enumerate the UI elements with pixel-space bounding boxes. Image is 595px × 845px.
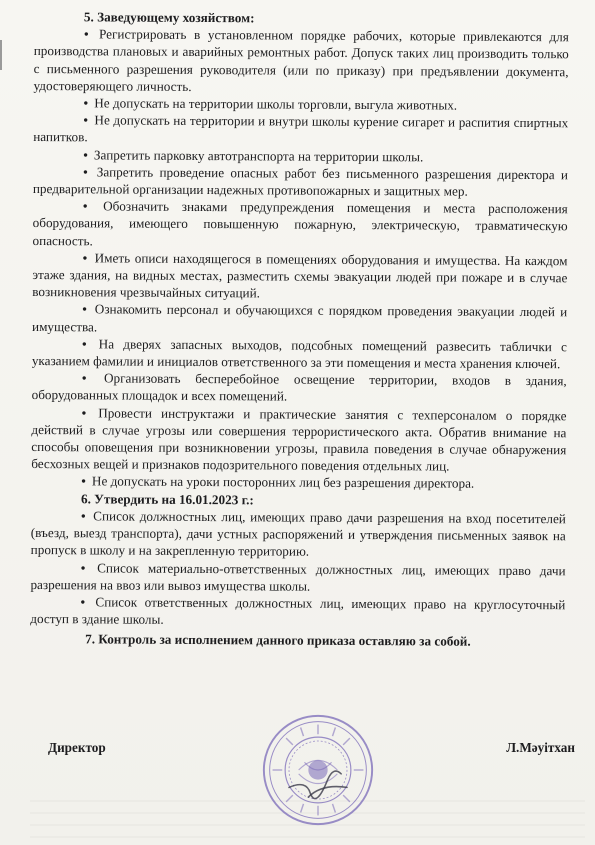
list-item: ● Не допускать на территории и внутри школы курение сигарет и распития спиртных напитков. (33, 111, 568, 149)
list-item: ● Организовать бесперебойное освещение территории, входов в здания, оборудованных площадок и всех помещений. (32, 369, 567, 407)
list-item: ● Список должностных лиц, имеющих право дачи разрешения на вход посетителей (въезд, выезд транспорта), дачи устных распоряжений и утверждения письменных заявок на пропуск в школу и на закрепленную территорию. (31, 507, 566, 562)
signature-role: Директор (48, 740, 106, 755)
signature-name: Л.Мәуітхан (506, 740, 575, 755)
document-body (30, 8, 569, 651)
page-edge-mark (0, 40, 2, 70)
section-7-text: 7. Контроль за исполнением данного приказа оставляю за собой. (85, 631, 471, 649)
list-item: ● Список ответственных должностных лиц, имеющих право на круглосуточный доступ в здание школы. (30, 593, 565, 631)
list-item: ● Список материально-ответственных должностных лиц, имеющих право дачи разрешения на ввоз или вывоз имущества школы. (30, 558, 565, 596)
official-seal-stamp (260, 712, 376, 828)
list-item: ● Не допускать на территории школы торговли, выгула животных. (33, 94, 568, 114)
section-6-title: 6. Утвердить на 16.01.2023 г.: (80, 490, 254, 508)
section-5-title: 5. Заведующему хозяйством: (83, 9, 255, 26)
list-item: ● Запретить проведение опасных работ без письменного разрешения директора и предварительной организации надежных противопожарных и защитных мер. (33, 163, 568, 201)
list-item: ● На дверях запасных выходов, подсобных помещений развесить таблички с указанием фамилии и инициалов ответственного за эти помещения и места хранения ключей. (32, 335, 567, 373)
list-item: ● Ознакомить персонал и обучающихся с порядком проведения эвакуации людей и имущества. (32, 300, 567, 338)
list-item: ● Провести инструктажи и практические занятия с техперсоналом о порядке действий в случае угрозы или совершения террористического акта. Обратив внимание на способы оповещения при возникновении угрозы, правила поведения в случае обнаружения бесхозных вещей и признаков подозрительного поведения отдельных лиц. (31, 404, 566, 476)
list-item: ● Обозначить знаками предупреждения помещения и места расположения оборудования, имеющего повышенную пожарную, электрическую, травматическую опасность. (33, 197, 568, 252)
list-item: ● Не допускать на уроки посторонних лиц без разрешения директора. (31, 472, 566, 492)
list-item: ● Запретить парковку автотранспорта на территории школы. (33, 146, 568, 166)
list-item: ● Регистрировать в установленном порядке рабочих, которые привлекаются для производства плановых и аварийных ремонтных работ. Допуск таких лиц производить только с письменного разрешения руководителя (или по приказу) при предъявлении документа, удостоверяющего личность. (33, 25, 568, 97)
list-item: ● Иметь описи находящегося в помещениях оборудования и имущества. На каждом этаже здания, на видных местах, разместить схемы эвакуации людей при пожаре и в случае возникновения чрезвычайных ситуаций. (32, 249, 567, 304)
